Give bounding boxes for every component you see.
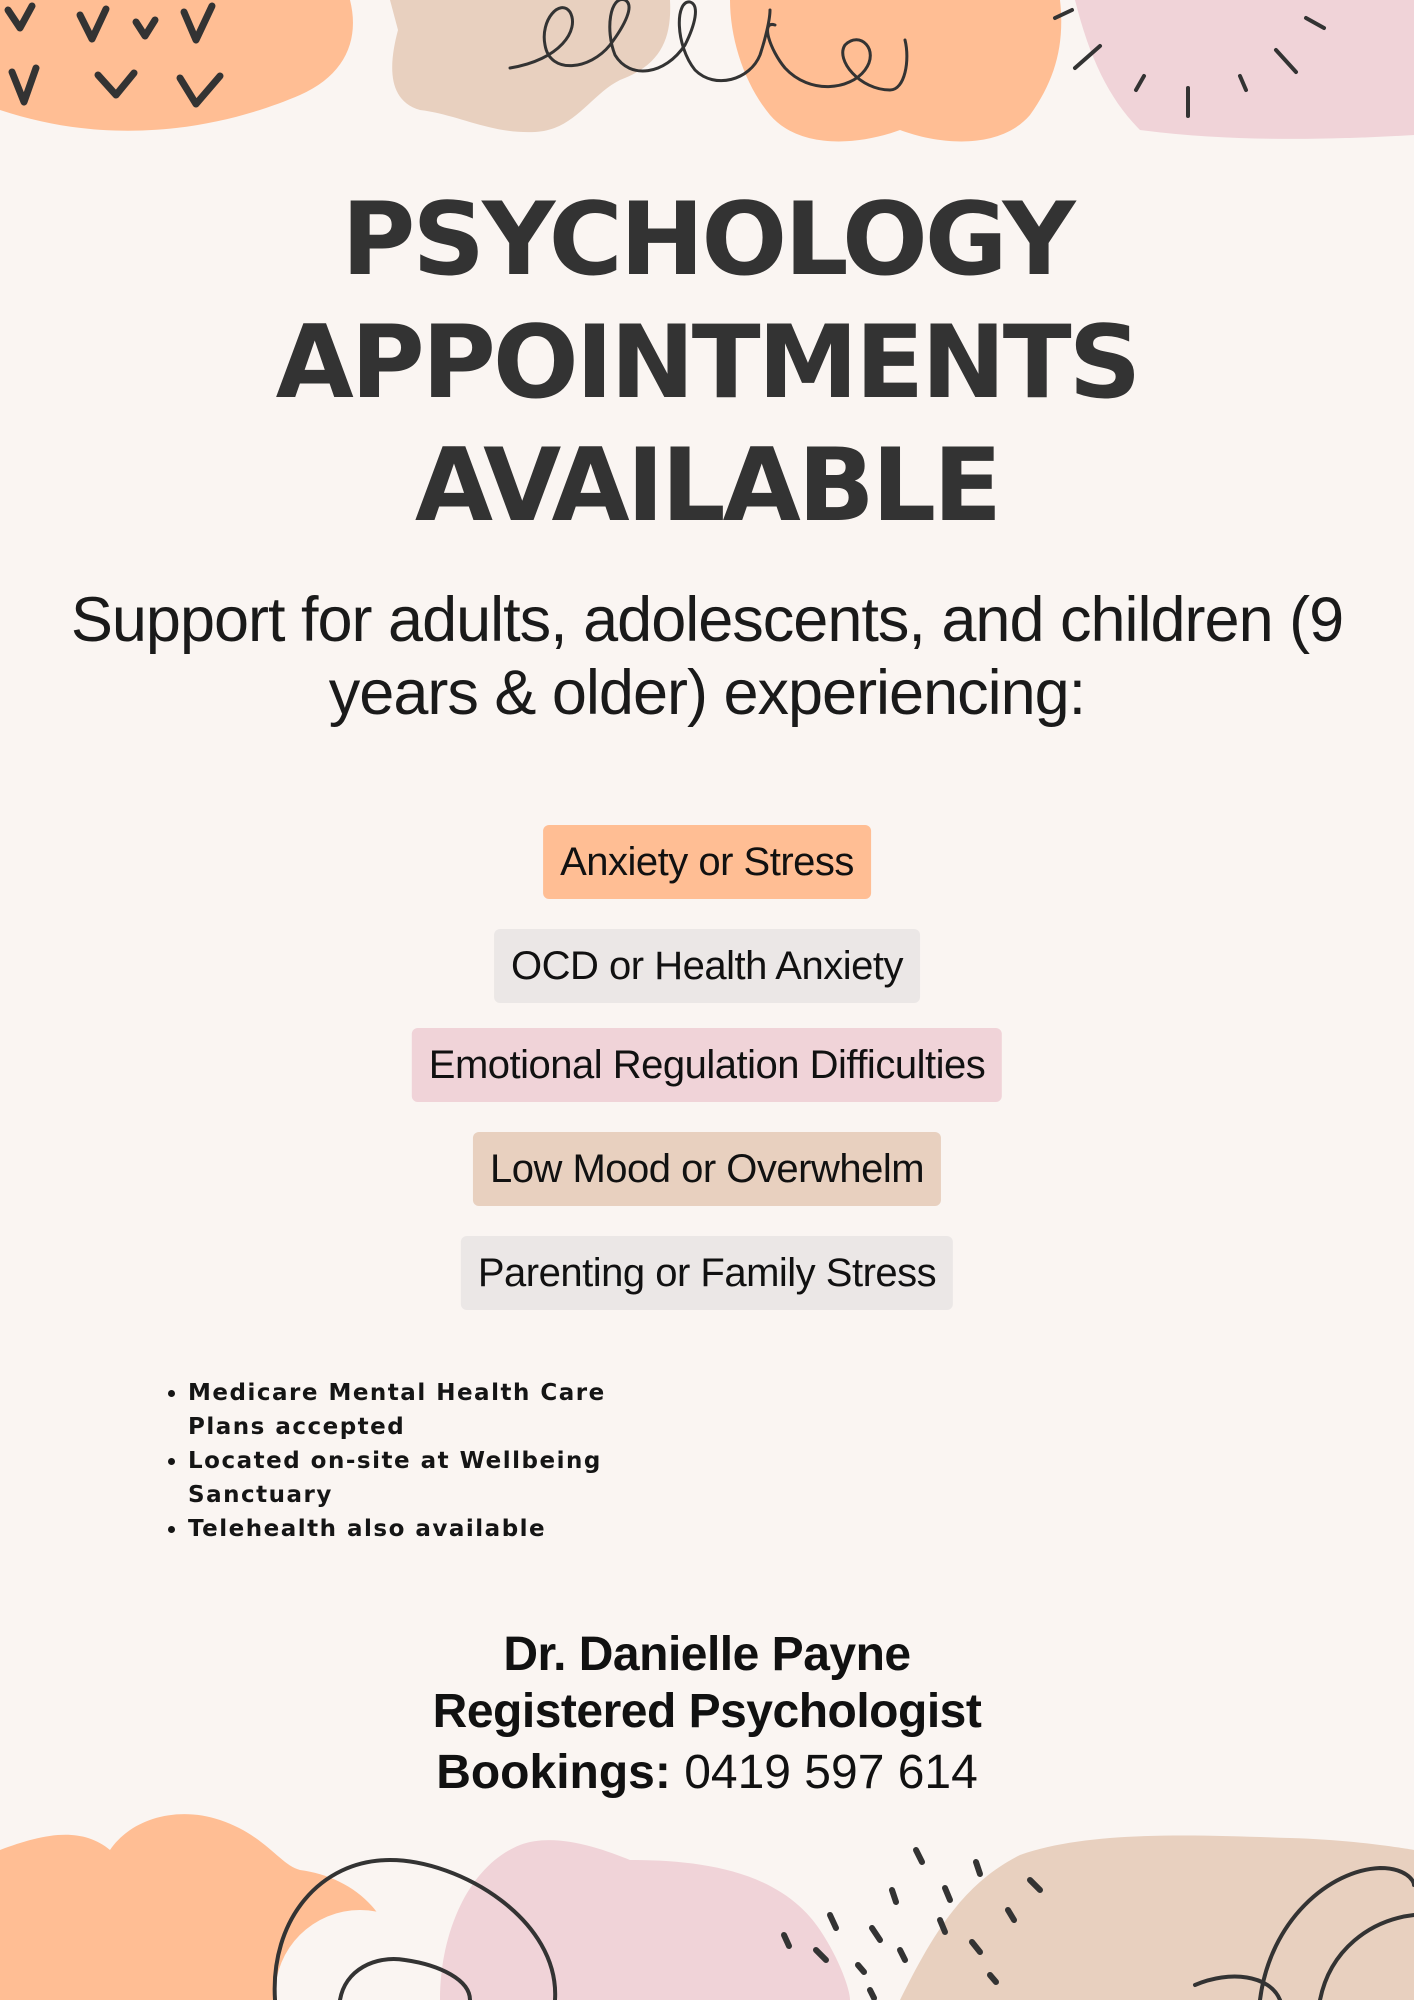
contact-block	[0, 1626, 1414, 1806]
psychologist-role: Registered Psychologist	[432, 1685, 982, 1738]
info-item: • Telehealth also available	[188, 1512, 648, 1546]
concern-tag: Parenting or Family Stress	[461, 1236, 953, 1310]
bookings-label: Bookings:	[436, 1746, 671, 1799]
concern-tag: Anxiety or Stress	[543, 825, 871, 899]
bottom-decoration	[0, 1810, 1414, 2000]
info-item: • Located on-site at Wellbeing Sanctuary	[188, 1444, 648, 1512]
concern-tag: Low Mood or Overwhelm	[473, 1132, 941, 1206]
info-list	[150, 1376, 648, 1546]
title-line: APPOINTMENTS	[275, 303, 1139, 421]
title-line: PSYCHOLOGY	[341, 180, 1073, 298]
subtitle: Support for adults, adolescents, and children (9 years & older) experiencing:	[70, 585, 1344, 728]
top-decoration	[0, 0, 1414, 150]
concern-tag: OCD or Health Anxiety	[494, 929, 920, 1003]
concern-tags	[0, 825, 1414, 1305]
peach-blob-left	[0, 0, 353, 131]
bookings-line	[0, 1740, 1414, 1806]
psychologist-name: Dr. Danielle Payne	[503, 1628, 911, 1681]
title-line: AVAILABLE	[414, 426, 1000, 544]
concern-tag: Emotional Regulation Difficulties	[412, 1028, 1002, 1102]
pink-blob-right	[1075, 0, 1414, 139]
pink-blob-bottom	[440, 1840, 850, 2000]
info-item: • Medicare Mental Health Care Plans accepted	[188, 1376, 648, 1444]
page-title	[0, 178, 1414, 547]
peach-blob-center	[730, 0, 1061, 141]
phone-number[interactable]: 0419 597 614	[684, 1746, 978, 1799]
